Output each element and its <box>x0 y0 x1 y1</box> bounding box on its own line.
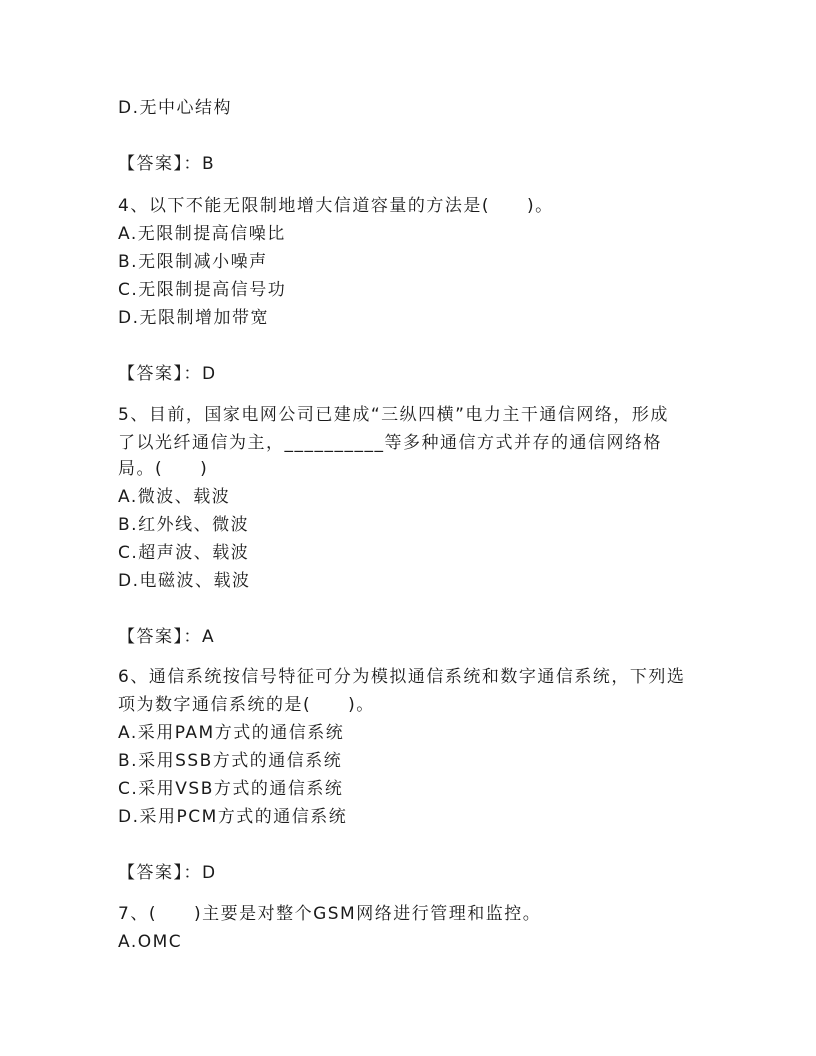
q5-option-a: A.微波、载波 <box>118 487 231 507</box>
q4-option-b: B.无限制减小噪声 <box>118 252 268 272</box>
q5-option-b: B.红外线、微波 <box>118 515 250 535</box>
q6-option-c: C.采用VSB方式的通信系统 <box>118 779 344 799</box>
q6-question-line1: 6、通信系统按信号特征可分为模拟通信系统和数字通信系统，下列选 <box>118 667 686 687</box>
q4-question: 4、以下不能无限制地增大信道容量的方法是( )。 <box>118 196 554 216</box>
q6-option-b: B.采用SSB方式的通信系统 <box>118 751 343 771</box>
q5-question-line1: 5、目前，国家电网公司已建成“三纵四横”电力主干通信网络，形成 <box>118 405 669 425</box>
q7-option-a: A.OMC <box>118 932 183 952</box>
q5-question-line2: 了以光纤通信为主，__________等多种通信方式并存的通信网络格 <box>118 433 662 453</box>
q4-answer: 【答案】：D <box>118 364 217 384</box>
q5-option-c: C.超声波、载波 <box>118 543 250 563</box>
q6-answer: 【答案】：D <box>118 863 217 883</box>
q5-answer: 【答案】：A <box>118 627 216 647</box>
q4-option-d: D.无限制增加带宽 <box>118 308 269 328</box>
q3-option-d: D.无中心结构 <box>118 98 232 118</box>
q7-question: 7、( )主要是对整个GSM网络进行管理和监控。 <box>118 904 542 924</box>
q4-option-a: A.无限制提高信噪比 <box>118 224 286 244</box>
q6-option-a: A.采用PAM方式的通信系统 <box>118 723 345 743</box>
q6-option-d: D.采用PCM方式的通信系统 <box>118 807 348 827</box>
q3-answer: 【答案】：B <box>118 154 216 174</box>
q4-option-c: C.无限制提高信号功 <box>118 280 287 300</box>
q5-question-line3: 局。( ) <box>118 459 209 479</box>
q5-option-d: D.电磁波、载波 <box>118 571 251 591</box>
q6-question-line2: 项为数字通信系统的是( )。 <box>118 695 375 715</box>
